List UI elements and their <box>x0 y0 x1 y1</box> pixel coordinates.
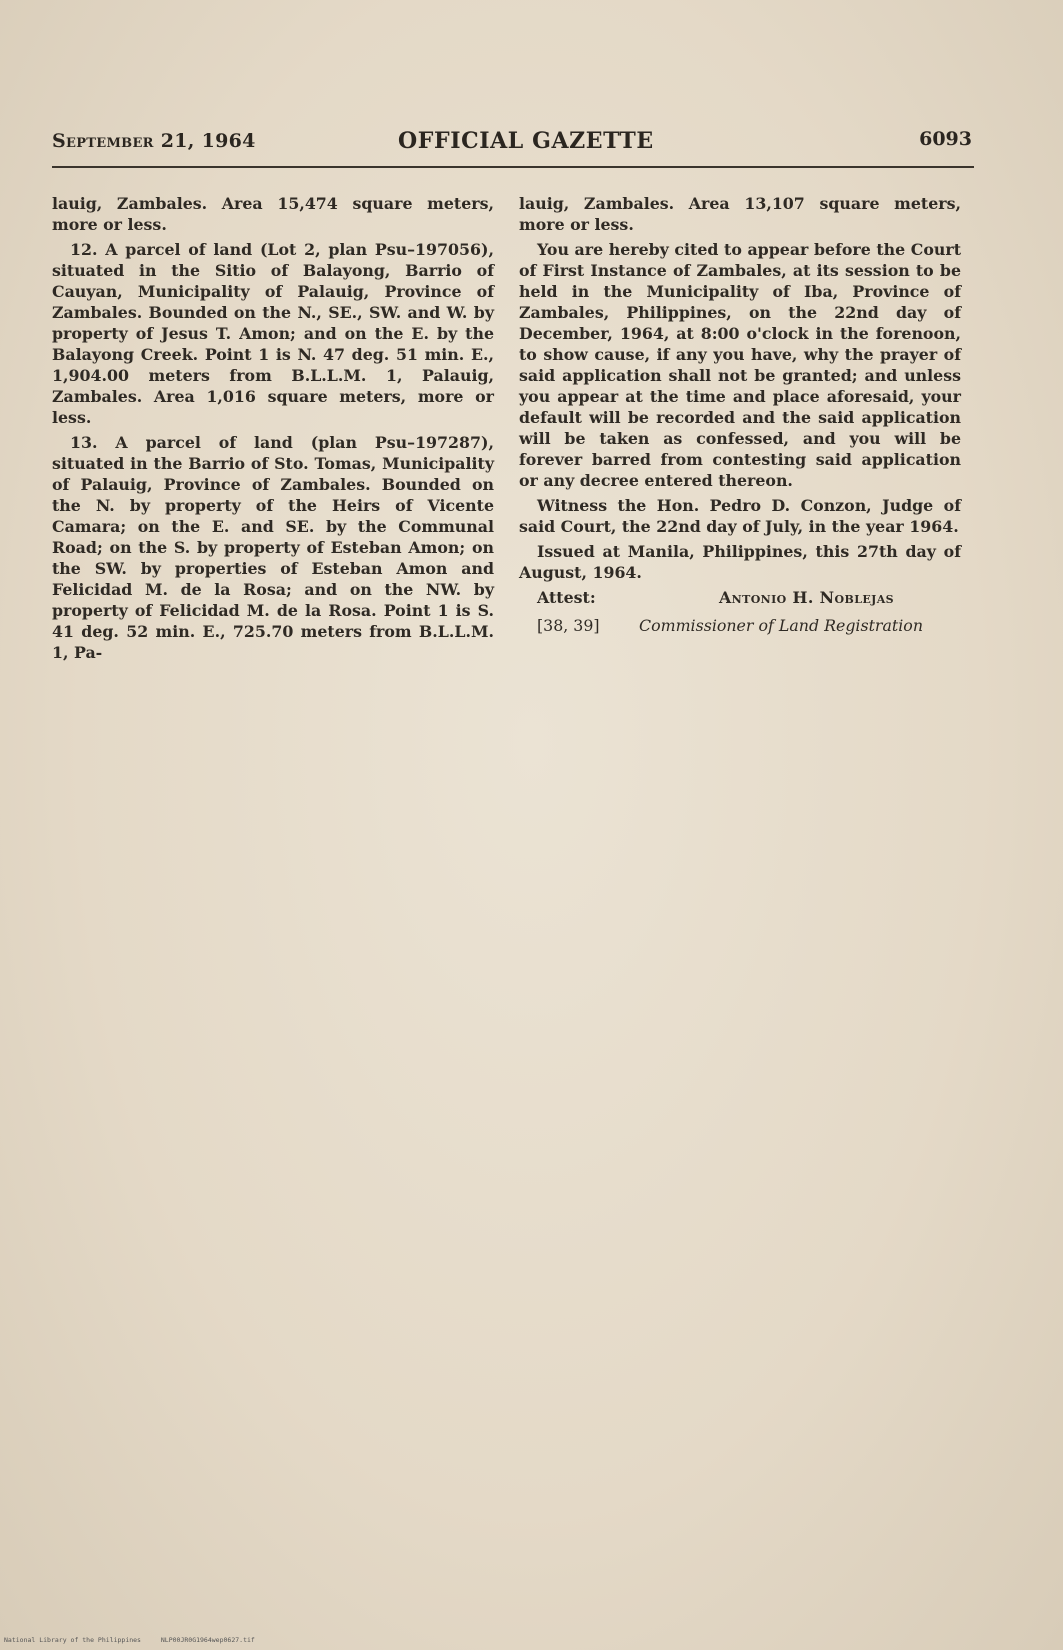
page-header <box>52 130 972 162</box>
paragraph: lauig, Zambales. Area 13,107 square meters, more or less. <box>519 194 961 234</box>
signature-line <box>519 615 961 639</box>
parcel-13-paragraph: 13. A parcel of land (plan Psu–197287), situated in the Barrio of Sto. Tomas, Municipality of Palauig, Province of Zambales. Bounded on the N. by property of the Heirs of Vicente Camara; on the E. and SE. by the Communal Road; on the S. by property of Esteban Amon; on the SW. by properties of Esteban Amon and Felicidad M. de la Rosa; and on the NW. by property of Felicidad M. de la Rosa. Point 1 is S. 41 deg. 52 min. E., 725.70 meters from B.L.L.M. 1, Pa- <box>52 433 494 662</box>
parcel-12-paragraph: 12. A parcel of land (Lot 2, plan Psu–197056), situated in the Sitio of Balayong, Barrio of Cauyan, Municipality of Palauig, Province of Zambales. Bounded on the N., SE., SW. and W. by property of Jesus T. Amon; and on the E. by the Balayong Creek. Point 1 is N. 47 deg. 51 min. E., 1,904.00 meters from B.L.L.M. 1, Palauig, Zambales. Area 1,016 square meters, more or less. <box>52 240 494 427</box>
header-rule <box>52 166 974 168</box>
attest-line <box>519 587 961 609</box>
issue-date: September 21, 1964 <box>52 130 256 152</box>
left-column <box>52 193 494 667</box>
signatory-name: Antonio H. Noblejas <box>719 588 895 607</box>
signatory-title: Commissioner of Land Registration <box>639 616 923 635</box>
page-number: 6093 <box>919 128 972 150</box>
attest-label: Attest: <box>537 588 596 607</box>
paragraph: lauig, Zambales. Area 15,474 square meters, more or less. <box>52 194 494 234</box>
reference-number: [38, 39] <box>537 616 600 635</box>
witness-paragraph: Witness the Hon. Pedro D. Conzon, Judge of said Court, the 22nd day of July, in the year 1964. <box>519 496 961 536</box>
issued-paragraph: Issued at Manila, Philippines, this 27th day of August, 1964. <box>519 542 961 582</box>
right-column <box>519 193 961 639</box>
publication-title: OFFICIAL GAZETTE <box>398 128 654 154</box>
file-name: NLP00JR0G1964wep0627.tif <box>160 1636 255 1644</box>
citation-paragraph: You are hereby cited to appear before the Court of First Instance of Zambales, at its session to be held in the Municipality of Iba, Province of Zambales, Philippines, on the 22nd day of December, 1964, at 8:00 o'clock in the forenoon, to show cause, if any you have, why the prayer of said application shall not be granted; and unless you appear at the time and place aforesaid, your default will be recorded and the said application will be taken as confessed, and you will be forever barred from contesting said application or any decree entered thereon. <box>519 240 961 490</box>
library-credit: National Library of the Philippines <box>4 1636 141 1644</box>
scan-footer <box>4 1636 271 1644</box>
